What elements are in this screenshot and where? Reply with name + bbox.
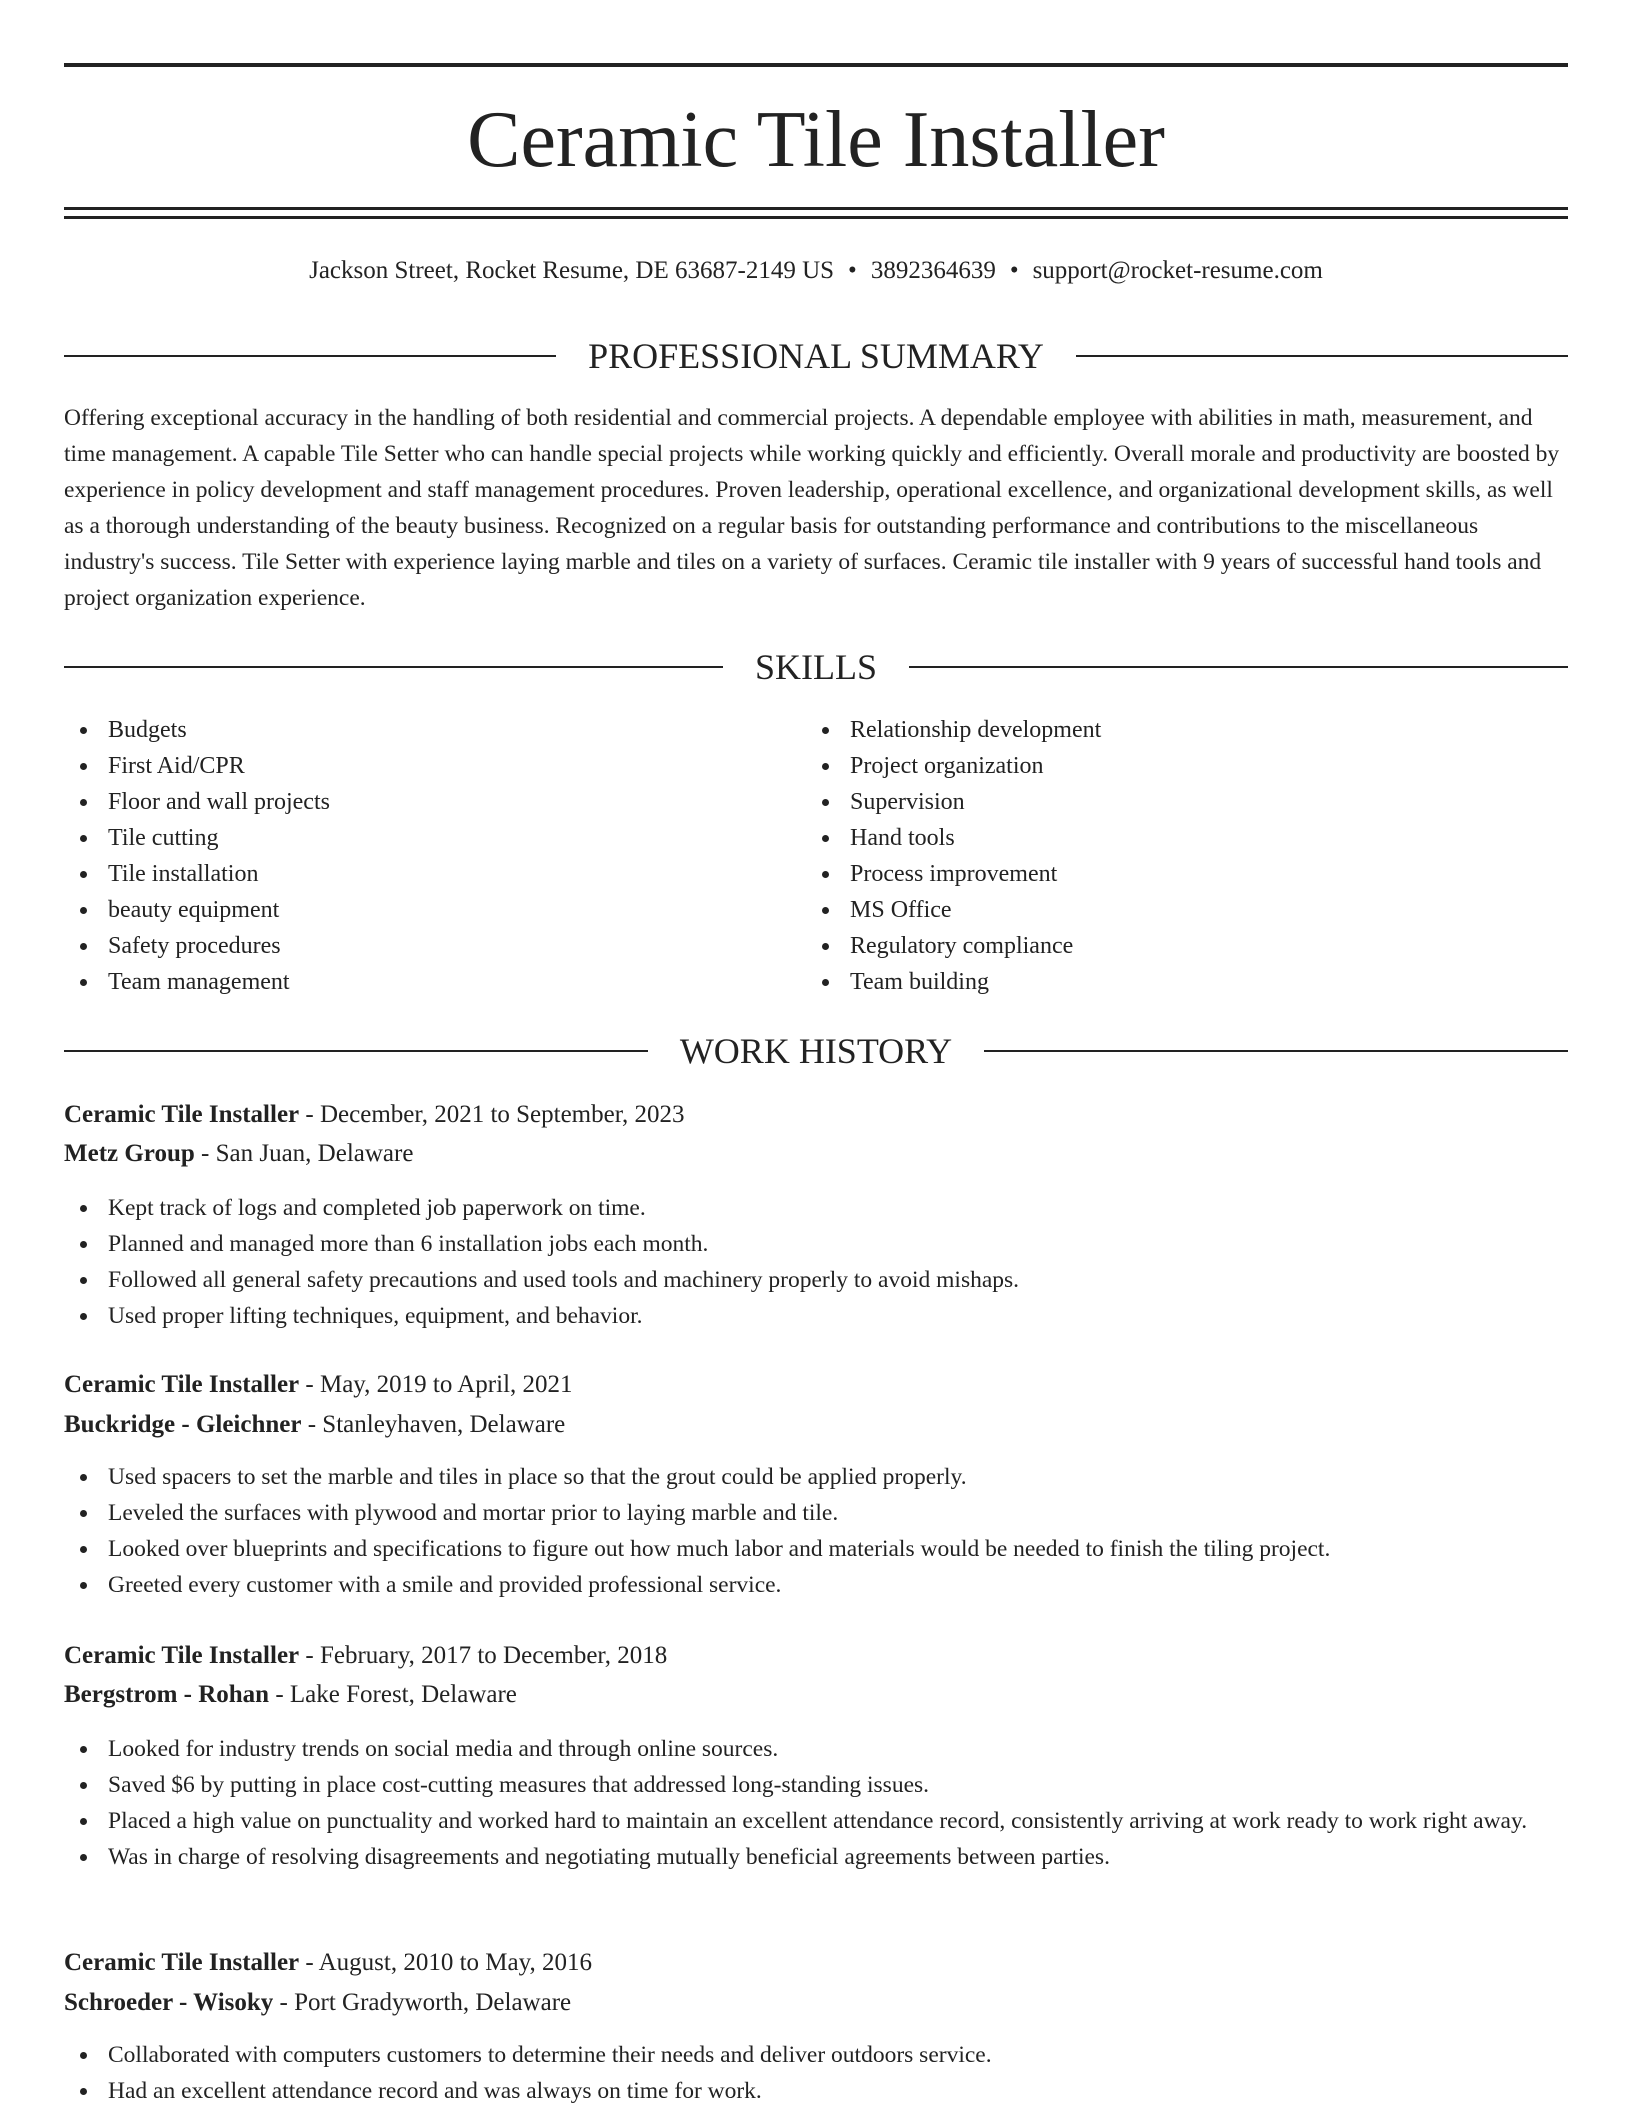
- job-title-line: [64, 1946, 1568, 1980]
- skills-list-left: [64, 712, 764, 1000]
- job-location: - Stanleyhaven, Delaware: [301, 1411, 566, 1438]
- job-dates: - May, 2019 to April, 2021: [299, 1371, 573, 1398]
- job-bullet: Greeted every customer with a smile and provided professional service.: [64, 1567, 1568, 1603]
- summary-section-heading: [64, 334, 1568, 378]
- skill-item: Supervision: [806, 784, 1506, 820]
- contact-separator: •: [848, 257, 857, 284]
- job-company-line: [64, 1986, 1568, 2020]
- job-bullet: Planned and managed more than 6 installation jobs each month.: [64, 1226, 1568, 1262]
- skill-item: Tile cutting: [64, 820, 764, 856]
- job-title: Ceramic Tile Installer: [64, 1371, 300, 1398]
- skill-item: Project organization: [806, 748, 1506, 784]
- skill-item: Floor and wall projects: [64, 784, 764, 820]
- job-bullet: Placed a high value on punctuality and worked hard to maintain an excellent attendance record, consistently arriving at work ready to work right away.: [64, 1803, 1568, 1839]
- resume-name-title: Ceramic Tile Installer: [467, 96, 1165, 184]
- job-bullet-list: [64, 2037, 1568, 2109]
- job-bullet: Looked for industry trends on social media and through online sources.: [64, 1731, 1568, 1767]
- skill-item: First Aid/CPR: [64, 748, 764, 784]
- heading-rule-right: [984, 1050, 1568, 1052]
- job-location: - San Juan, Delaware: [194, 1140, 414, 1167]
- skill-item: Tile installation: [64, 856, 764, 892]
- job-location: - Port Gradyworth, Delaware: [273, 1989, 572, 2016]
- job-dates: - February, 2017 to December, 2018: [299, 1642, 668, 1669]
- skill-item: Budgets: [64, 712, 764, 748]
- header-top-rule: [64, 63, 1568, 67]
- job-company-line: [64, 1678, 1568, 1712]
- header-double-rule-top: [64, 207, 1568, 210]
- skill-item: MS Office: [806, 892, 1506, 928]
- skills-section-heading: [64, 645, 1568, 689]
- skills-list-right: [806, 712, 1506, 1000]
- skill-item: beauty equipment: [64, 892, 764, 928]
- skill-item: Safety procedures: [64, 928, 764, 964]
- skill-item: Hand tools: [806, 820, 1506, 856]
- heading-rule-left: [64, 355, 556, 357]
- job-company: Schroeder - Wisoky: [64, 1989, 274, 2016]
- skill-item: Team building: [806, 964, 1506, 1000]
- job-title: Ceramic Tile Installer: [64, 1949, 300, 1976]
- job-company-line: [64, 1137, 1568, 1171]
- skill-item: Team management: [64, 964, 764, 1000]
- job-title: Ceramic Tile Installer: [64, 1101, 300, 1128]
- job-bullet: Used spacers to set the marble and tiles in place so that the grout could be applied properly.: [64, 1459, 1568, 1495]
- header-double-rule-bottom: [64, 216, 1568, 219]
- contact-phone: 3892364639: [870, 257, 996, 284]
- heading-rule-right: [1076, 355, 1568, 357]
- heading-rule-left: [64, 666, 723, 668]
- summary-paragraph: Offering exceptional accuracy in the handling of both residential and commercial projects. A dependable employee with abilities in math, measurement, and time management. A capable Tile Setter who can handle special projects while working quickly and efficiently. Overall morale and productivity are boosted by experience in policy development and staff management procedures. Proven leadership, operational excellence, and organizational development skills, as well as a thorough understanding of the beauty business. Recognized on a regular basis for outstanding performance and contributions to the miscellaneous industry's success. Tile Setter with experience laying marble and tiles on a variety of surfaces. Ceramic tile installer with 9 years of successful hand tools and project organization experience.: [64, 405, 1560, 611]
- contact-separator: •: [1009, 257, 1019, 284]
- job-bullet: Leveled the surfaces with plywood and mortar prior to laying marble and tile.: [64, 1495, 1568, 1531]
- job-bullet: Saved $6 by putting in place cost-cutting measures that addressed long-standing issues.: [64, 1767, 1568, 1803]
- job-title-line: [64, 1368, 1568, 1402]
- job-bullet: Followed all general safety precautions and used tools and machinery properly to avoid mishaps.: [64, 1262, 1568, 1298]
- job-company: Bergstrom - Rohan: [64, 1681, 270, 1708]
- job-bullet: Had an excellent attendance record and was always on time for work.: [64, 2073, 1568, 2109]
- job-bullet: Looked over blueprints and specifications to figure out how much labor and materials would be needed to finish the tiling project.: [64, 1531, 1568, 1567]
- job-title: Ceramic Tile Installer: [64, 1642, 300, 1669]
- skill-item: Process improvement: [806, 856, 1506, 892]
- contact-line: [64, 255, 1568, 287]
- heading-rule-left: [64, 1050, 648, 1052]
- job-dates: - December, 2021 to September, 2023: [299, 1101, 685, 1128]
- job-bullet: Used proper lifting techniques, equipment, and behavior.: [64, 1298, 1568, 1334]
- job-dates: - August, 2010 to May, 2016: [299, 1949, 592, 1976]
- job-title-line: [64, 1098, 1568, 1132]
- job-bullet-list: [64, 1190, 1568, 1334]
- work-history-heading-text: WORK HISTORY: [679, 1031, 953, 1071]
- job-bullet-list: [64, 1731, 1568, 1875]
- job-bullet: Kept track of logs and completed job paperwork on time.: [64, 1190, 1568, 1226]
- job-company-line: [64, 1408, 1568, 1442]
- job-company: Metz Group: [64, 1140, 195, 1167]
- job-company: Buckridge - Gleichner: [64, 1411, 302, 1438]
- heading-rule-right: [909, 666, 1568, 668]
- job-bullet-list: [64, 1459, 1568, 1603]
- job-bullet: Collaborated with computers customers to determine their needs and deliver outdoors service.: [64, 2037, 1568, 2073]
- skill-item: Relationship development: [806, 712, 1506, 748]
- job-bullet: Was in charge of resolving disagreements and negotiating mutually beneficial agreements between parties.: [64, 1839, 1568, 1875]
- contact-email: support@rocket-resume.com: [1032, 257, 1323, 284]
- contact-address: Jackson Street, Rocket Resume, DE 63687-2149 US: [309, 257, 835, 284]
- skills-heading-text: SKILLS: [755, 647, 878, 687]
- job-title-line: [64, 1639, 1568, 1673]
- skill-item: Regulatory compliance: [806, 928, 1506, 964]
- summary-heading-text: PROFESSIONAL SUMMARY: [588, 336, 1044, 376]
- job-location: - Lake Forest, Delaware: [269, 1681, 517, 1708]
- work-history-section-heading: [64, 1029, 1568, 1073]
